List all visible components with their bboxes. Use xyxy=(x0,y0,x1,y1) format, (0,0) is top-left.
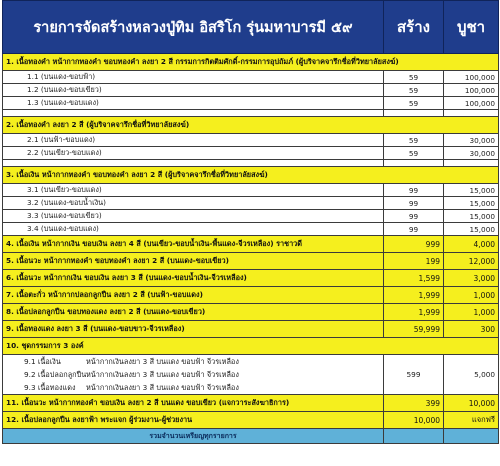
combo-items xyxy=(3,355,384,395)
item-price: 100,000 xyxy=(444,71,499,84)
section-row xyxy=(3,338,499,355)
row-label: 8. เนื้อปลอกลูกปืน ขอบทองแดง ลงยา 2 สี (บนแดง-ขอบเขียว) xyxy=(3,304,384,321)
item-made: 99 xyxy=(384,223,444,236)
item-made: 59 xyxy=(384,97,444,110)
combo-line-label: 9.1 เนื้อเงิน xyxy=(24,357,61,366)
table-row xyxy=(3,395,499,412)
item-made: 99 xyxy=(384,184,444,197)
combo-row xyxy=(3,355,499,395)
total-label: รวมจำนวนเหรียญทุกรายการ xyxy=(3,429,384,444)
row-label: 4. เนื้อเงิน หน้ากากเงิน ขอบเงิน ลงยา 4 สี (บนเขียว-ขอบน้ำเงิน-พื้นแดง-จีวรเหลือง) ราชาวดี xyxy=(3,236,384,253)
item-label: 2.2 (บนเขียว-ขอบแดง) xyxy=(3,147,384,160)
row-price: 4,000 xyxy=(444,236,499,253)
item-label: 2.1 (บนฟ้า-ขอบแดง) xyxy=(3,134,384,147)
item-label: 1.3 (บนแดง-ขอบแดง) xyxy=(3,97,384,110)
combo-line-desc: หน้ากากเงินลงยา 3 สี บนแดง ขอบฟ้า จีวรเหลือง xyxy=(86,357,239,366)
row-price: 12,000 xyxy=(444,253,499,270)
section-row xyxy=(3,117,499,134)
row-made: 999 xyxy=(384,236,444,253)
item-made: 99 xyxy=(384,197,444,210)
item-made: 59 xyxy=(384,134,444,147)
table-row xyxy=(3,210,499,223)
spacer-row xyxy=(3,110,499,117)
table-row xyxy=(3,270,499,287)
item-price: 30,000 xyxy=(444,147,499,160)
item-label: 3.2 (บนแดง-ขอบน้ำเงิน) xyxy=(3,197,384,210)
item-price: 100,000 xyxy=(444,97,499,110)
item-label: 1.1 (บนแดง-ขอบฟ้า) xyxy=(3,71,384,84)
table-row xyxy=(3,147,499,160)
column-made-header: สร้าง xyxy=(384,1,444,54)
table-row xyxy=(3,412,499,429)
combo-made: 599 xyxy=(384,355,444,395)
section-label: 3. เนื้อเงิน หน้ากากทองคำ ขอบทองคำ ลงยา 2 สี (ผู้บริจาคจารึกชื่อที่วิทยาลัยสงฆ์) xyxy=(3,167,499,184)
item-label: 3.4 (บนแดง-ขอบแดง) xyxy=(3,223,384,236)
spacer-row xyxy=(3,160,499,167)
table-row xyxy=(3,321,499,338)
table-title: รายการจัดสร้างหลวงปู่ทิม อิสริโก รุ่นมหาบารมี ๕๙ xyxy=(3,1,384,54)
section-label: 1. เนื้อทองคำ หน้ากากทองคำ ขอบทองคำ ลงยา 2 สี กรรมการกิตติมศักดิ์-กรรมการอุปถัมภ์ (ผู้บริจาคจารึกชื่อที่วิทยาลัยสงฆ์) xyxy=(3,54,499,71)
row-label: 12. เนื้อปลอกลูกปืน ลงยาฟ้า พระแจก ผู้ร่วมงาน-ผู้ช่วยงาน xyxy=(3,412,384,429)
table-row xyxy=(3,197,499,210)
row-price: 300 xyxy=(444,321,499,338)
table-header xyxy=(3,1,499,54)
row-made: 1,999 xyxy=(384,304,444,321)
item-label: 3.1 (บนเขียว-ขอบแดง) xyxy=(3,184,384,197)
row-label: 11. เนื้อนวะ หน้ากากทองคำ ขอบเงิน ลงยา 2 สี บนแดง ขอบเขียว (แจกวาระสังฆาธิการ) xyxy=(3,395,384,412)
section-label: 2. เนื้อทองคำ ลงยา 2 สี (ผู้บริจาคจารึกชื่อที่วิทยาลัยสงฆ์) xyxy=(3,117,499,134)
row-label: 7. เนื้อตะกั่ว หน้ากากปลอกลูกปืน ลงยา 2 สี (บนฟ้า-ขอบแดง) xyxy=(3,287,384,304)
section-row xyxy=(3,167,499,184)
combo-line-desc: หน้ากากเงินลงยา 3 สี บนแดง ขอบฟ้า จีวรเหลือง xyxy=(86,370,239,379)
item-price: 15,000 xyxy=(444,223,499,236)
combo-line-desc: หน้ากากเงินลงยา 3 สี บนแดง ขอบฟ้า จีวรเหลือง xyxy=(86,383,239,392)
combo-line xyxy=(6,381,380,394)
row-made: 10,000 xyxy=(384,412,444,429)
item-price: 15,000 xyxy=(444,197,499,210)
item-price: 15,000 xyxy=(444,184,499,197)
row-price: 1,000 xyxy=(444,304,499,321)
item-made: 59 xyxy=(384,84,444,97)
table-row xyxy=(3,84,499,97)
item-made: 99 xyxy=(384,210,444,223)
row-made: 399 xyxy=(384,395,444,412)
row-made: 59,999 xyxy=(384,321,444,338)
combo-line-label: 9.3 เนื้อทองแดง xyxy=(24,383,76,392)
row-label: 5. เนื้อนวะ หน้ากากทองคำ ขอบทองคำ ลงยา 2 สี (บนแดง-ขอบเขียว) xyxy=(3,253,384,270)
table-row xyxy=(3,287,499,304)
table-row xyxy=(3,184,499,197)
combo-line xyxy=(6,355,380,368)
item-label: 1.2 (บนแดง-ขอบเขียว) xyxy=(3,84,384,97)
total-made xyxy=(384,429,444,444)
row-made: 1,999 xyxy=(384,287,444,304)
section-row xyxy=(3,54,499,71)
item-price: 100,000 xyxy=(444,84,499,97)
table-row xyxy=(3,253,499,270)
table-row xyxy=(3,71,499,84)
table-row xyxy=(3,304,499,321)
combo-line xyxy=(6,368,380,381)
row-price: 3,000 xyxy=(444,270,499,287)
total-row xyxy=(3,429,499,444)
row-price: แจกฟรี xyxy=(444,412,499,429)
total-price xyxy=(444,429,499,444)
table-row xyxy=(3,236,499,253)
row-price: 10,000 xyxy=(444,395,499,412)
item-made: 59 xyxy=(384,71,444,84)
table-row xyxy=(3,97,499,110)
section-label: 10. ชุดกรรมการ 3 องค์ xyxy=(3,338,499,355)
table-row xyxy=(3,134,499,147)
item-price: 30,000 xyxy=(444,134,499,147)
item-price: 15,000 xyxy=(444,210,499,223)
table-row xyxy=(3,223,499,236)
item-label: 3.3 (บนแดง-ขอบเขียว) xyxy=(3,210,384,223)
item-made: 59 xyxy=(384,147,444,160)
column-price-header: บูชา xyxy=(444,1,499,54)
combo-price: 5,000 xyxy=(444,355,499,395)
row-made: 199 xyxy=(384,253,444,270)
row-made: 1,599 xyxy=(384,270,444,287)
price-table xyxy=(2,0,499,444)
row-label: 9. เนื้อทองแดง ลงยา 3 สี (บนแดง-ขอบขาว-จีวรเหลือง) xyxy=(3,321,384,338)
row-price: 1,000 xyxy=(444,287,499,304)
row-label: 6. เนื้อนวะ หน้ากากเงิน ขอบเงิน ลงยา 3 สี (บนแดง-ขอบน้ำเงิน-จีวรเหลือง) xyxy=(3,270,384,287)
combo-line-label: 9.2 เนื้อปลอกลูกปืน xyxy=(24,370,87,379)
